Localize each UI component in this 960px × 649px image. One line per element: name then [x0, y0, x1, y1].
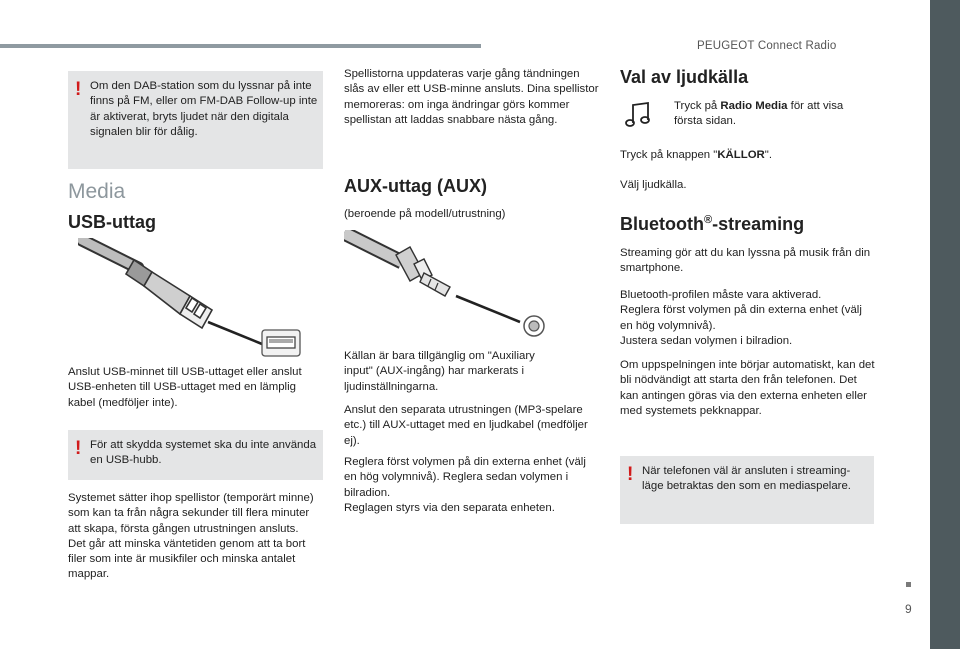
playlist-paragraph: Spellistorna uppdateras varje gång tändningen slås av eller ett USB-minne ansluts. Dina spellistor memoreras: om inga ändringar görs kommer spellistan att laddas snabbare nästa gång. [344, 68, 599, 126]
warning-exclamation-icon: ! [627, 464, 634, 485]
aux-paragraph-1: Källan är bara tillgänglig om "Auxiliary input" (AUX-ingång) har markerats i ljudinställningarna. [344, 350, 535, 393]
aux-paragraph-2: Anslut den separata utrustningen (MP3-spelare etc.) till AUX-uttaget med en ljudkabel (medföljer ej). [344, 404, 588, 447]
heading-aux: AUX-uttag (AUX) [344, 176, 487, 196]
heading-bluetooth-streaming: Bluetooth®-streaming [620, 214, 805, 234]
usb-plug-illustration [78, 238, 318, 358]
page-edge-bar [930, 0, 960, 649]
usb-paragraph-2: Systemet sätter ihop spellistor (temporärt minne) som kan ta från några sekunder till flera minuter att skapa, första gången utrustningen ansluts. Det går att minska väntetiden genom att ta bort filer som inte är musikfiler och minska antalet mappar. [68, 492, 314, 581]
aux-jack-illustration [344, 230, 554, 340]
bt-paragraph-2: Bluetooth-profilen måste vara aktiverad. Reglera först volymen på din externa enhet (välj en hög volymnivå). Justera sedan volymen i bilradion. [620, 289, 862, 347]
bt-paragraph-3: Om uppspelningen inte börjar automatiskt, kan det bli nödvändigt att starta den från telefonen. Det kan antingen göras via den externa enheten eller med systemets pekknappar. [620, 359, 875, 417]
press-radio-media-text: Tryck på Radio Media för att visa första sidan. [674, 100, 844, 128]
top-rule [0, 44, 481, 48]
notice-dab: ! Om den DAB-station som du lyssnar på inte finns på FM, eller om FM-DAB Follow-up inte är aktiverat, bryts ljudet när den digitala signalen blir för dålig. [68, 71, 323, 169]
bt-paragraph-1: Streaming gör att du kan lyssna på musik från din smartphone. [620, 247, 871, 275]
choose-source-text: Välj ljudkälla. [620, 179, 687, 191]
notice-usb-hub: ! För att skydda systemet ska du inte använda en USB-hubb. [68, 430, 323, 480]
aux-availability-note: (beroende på modell/utrustning) [344, 208, 506, 220]
end-of-section-mark [906, 582, 911, 587]
section-title-media: Media [68, 180, 126, 203]
running-head: PEUGEOT Connect Radio [697, 40, 837, 52]
warning-exclamation-icon: ! [75, 438, 82, 459]
press-sources-text: Tryck på knappen "KÄLLOR". [620, 149, 773, 161]
notice-bt-streaming: ! När telefonen väl är ansluten i streaming-läge betraktas den som en mediaspelare. [620, 456, 874, 524]
heading-usb: USB-uttag [68, 212, 156, 232]
aux-paragraph-3: Reglera först volymen på din externa enhet (välj en hög volymnivå). Reglera sedan volymen i bilradion. Reglagen styrs via den separata enheten. [344, 456, 586, 514]
heading-source-selection: Val av ljudkälla [620, 67, 749, 87]
page-number: 9 [905, 602, 912, 616]
usb-paragraph-1: Anslut USB-minnet till USB-uttaget eller anslut USB-enheten till USB-uttaget med en lämplig kabel (medföljer inte). [68, 366, 302, 409]
warning-exclamation-icon: ! [75, 79, 82, 100]
music-note-icon [624, 101, 654, 129]
